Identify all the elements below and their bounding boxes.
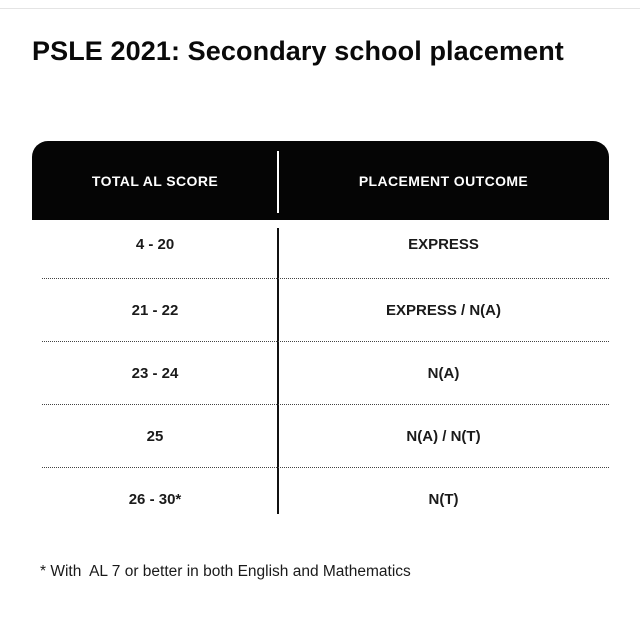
header-placement-outcome: PLACEMENT OUTCOME (358, 172, 529, 189)
table-row (32, 405, 609, 468)
table-body (32, 220, 609, 531)
outcome-cell: N(T) (428, 491, 459, 508)
score-cell: 23 - 24 (131, 365, 179, 382)
score-cell: 4 - 20 (135, 236, 175, 253)
table-row (32, 279, 609, 342)
footnote: * With AL 7 or better in both English and Mathematics (40, 563, 411, 580)
page-title: PSLE 2021: Secondary school placement (32, 36, 564, 66)
top-rule (0, 8, 640, 9)
table-row (32, 342, 609, 405)
score-cell: 21 - 22 (131, 302, 179, 319)
header-divider (277, 151, 279, 213)
table-header (32, 141, 609, 220)
outcome-cell: N(A) / N(T) (406, 428, 481, 445)
table-row (32, 220, 609, 279)
placement-table (32, 141, 609, 531)
outcome-cell: EXPRESS (408, 236, 479, 253)
header-total-al-score: TOTAL AL SCORE (91, 172, 219, 189)
table-row (32, 468, 609, 531)
outcome-cell: EXPRESS / N(A) (385, 302, 502, 319)
outcome-cell: N(A) (427, 365, 460, 382)
score-cell: 25 (146, 428, 164, 445)
score-cell: 26 - 30* (128, 491, 182, 508)
